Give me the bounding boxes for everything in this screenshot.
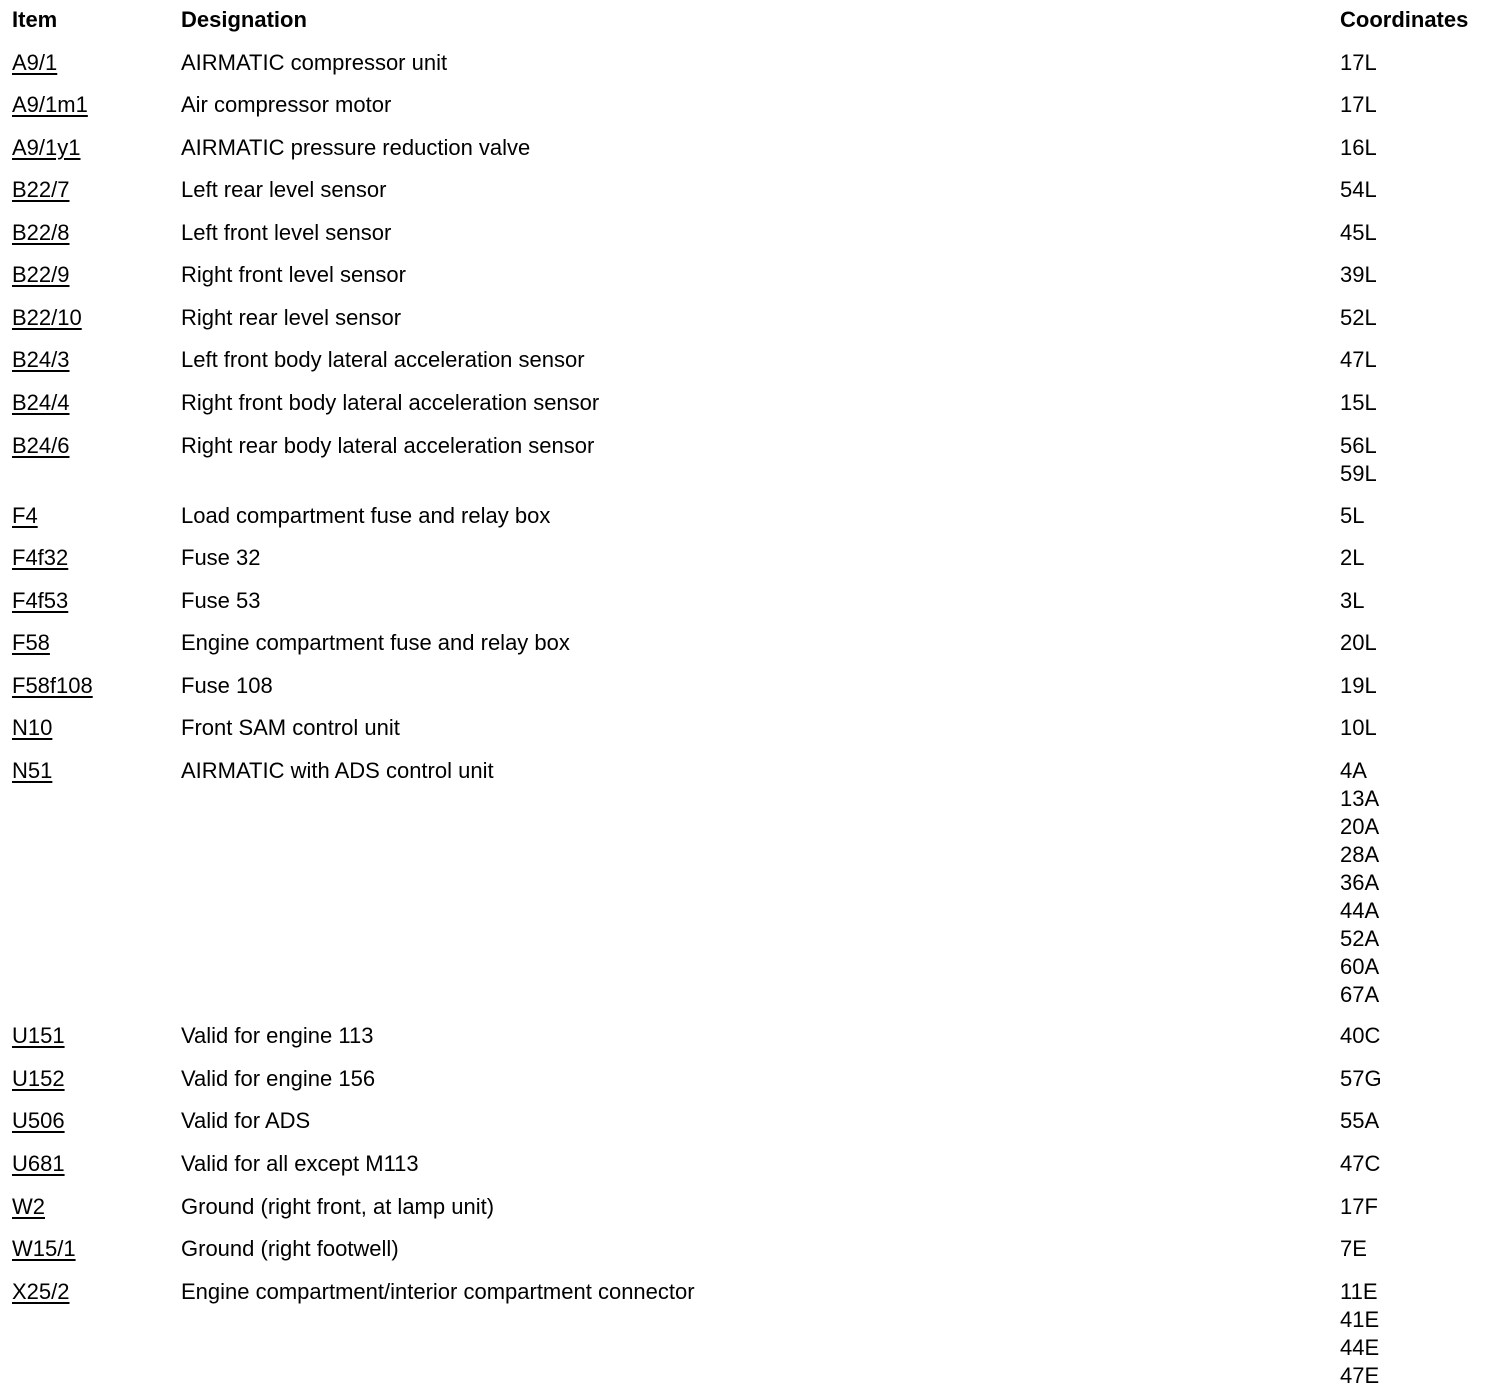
coordinates-cell <box>1340 1107 1379 1135</box>
item-link[interactable]: A9/1 <box>12 50 58 75</box>
designation-text: Ground (right front, at lamp unit) <box>181 1194 495 1219</box>
table-row <box>0 176 1504 204</box>
coordinate-value: 4A <box>1340 758 1367 783</box>
coordinates-cell <box>1340 544 1364 572</box>
coordinates-cell <box>1340 1193 1378 1221</box>
designation-text: Right rear body lateral acceleration sensor <box>181 433 595 458</box>
designation-text: Left front level sensor <box>181 220 392 245</box>
designation-text: Fuse 32 <box>181 545 261 570</box>
coordinate-value: 67A <box>1340 982 1380 1007</box>
coordinates-cell <box>1340 91 1377 119</box>
designation-text: Left rear level sensor <box>181 177 387 202</box>
coordinates-cell <box>1340 176 1377 204</box>
table-row <box>0 1150 1504 1178</box>
designation-text: Right front level sensor <box>181 262 406 287</box>
coordinates-cell <box>1340 304 1377 332</box>
coordinates-cell <box>1340 1278 1379 1390</box>
table-row <box>0 587 1504 615</box>
coordinate-value: 47E <box>1340 1363 1380 1388</box>
coordinates-cell <box>1340 502 1364 530</box>
coordinates-cell <box>1340 1022 1380 1050</box>
coordinate-value: 20A <box>1340 814 1380 839</box>
column-header-designation: Designation <box>181 7 307 32</box>
item-link[interactable]: N51 <box>12 758 53 783</box>
coordinate-value: 54L <box>1340 177 1377 202</box>
table-row <box>0 1278 1504 1390</box>
item-link[interactable]: U151 <box>12 1023 65 1048</box>
item-link[interactable]: B22/9 <box>12 262 70 287</box>
coordinate-value: 41E <box>1340 1307 1380 1332</box>
table-row <box>0 91 1504 119</box>
designation-text: AIRMATIC pressure reduction valve <box>181 135 531 160</box>
coordinate-value: 20L <box>1340 630 1377 655</box>
coordinates-cell <box>1340 219 1377 247</box>
coordinates-cell <box>1340 714 1377 742</box>
item-link[interactable]: F58 <box>12 630 50 655</box>
designation-text: Valid for engine 113 <box>181 1023 374 1048</box>
coordinates-cell <box>1340 1150 1380 1178</box>
table-row <box>0 672 1504 700</box>
coordinate-value: 59L <box>1340 461 1377 486</box>
designation-text: Engine compartment/interior compartment connector <box>181 1279 695 1304</box>
item-link[interactable]: B22/7 <box>12 177 70 202</box>
coordinate-value: 47C <box>1340 1151 1381 1176</box>
designation-text: AIRMATIC compressor unit <box>181 50 448 75</box>
table-row <box>0 304 1504 332</box>
coordinate-value: 17L <box>1340 92 1377 117</box>
item-link[interactable]: B24/6 <box>12 433 70 458</box>
coordinates-cell <box>1340 587 1364 615</box>
coordinates-cell <box>1340 346 1377 374</box>
coordinate-value: 44A <box>1340 898 1380 923</box>
coordinates-cell <box>1340 134 1377 162</box>
table-header <box>0 6 1504 34</box>
coordinates-cell <box>1340 261 1377 289</box>
coordinates-cell <box>1340 672 1377 700</box>
designation-text: AIRMATIC with ADS control unit <box>181 758 494 783</box>
item-link[interactable]: B22/10 <box>12 305 82 330</box>
item-link[interactable]: U681 <box>12 1151 65 1176</box>
coordinate-value: 3L <box>1340 588 1365 613</box>
designation-text: Left front body lateral acceleration sensor <box>181 347 585 372</box>
coordinates-cell <box>1340 757 1379 1009</box>
table-row <box>0 757 1504 1009</box>
designation-text: Right rear level sensor <box>181 305 402 330</box>
item-link[interactable]: W15/1 <box>12 1236 76 1261</box>
column-header-item: Item <box>12 7 58 32</box>
item-link[interactable]: W2 <box>12 1194 45 1219</box>
coordinate-value: 11E <box>1340 1279 1378 1304</box>
coordinate-value: 47L <box>1340 347 1377 372</box>
coordinate-value: 52A <box>1340 926 1380 951</box>
item-link[interactable]: F4 <box>12 503 38 528</box>
designation-text: Valid for all except M113 <box>181 1151 419 1176</box>
designation-text: Ground (right footwell) <box>181 1236 399 1261</box>
coordinate-value: 57G <box>1340 1066 1382 1091</box>
coordinate-value: 36A <box>1340 870 1380 895</box>
coordinate-value: 15L <box>1340 390 1377 415</box>
coordinate-value: 44E <box>1340 1335 1380 1360</box>
table-row <box>0 502 1504 530</box>
table-row <box>0 714 1504 742</box>
designation-text: Load compartment fuse and relay box <box>181 503 551 528</box>
coordinate-value: 2L <box>1340 545 1365 570</box>
coordinate-value: 45L <box>1340 220 1377 245</box>
coordinate-value: 16L <box>1340 135 1377 160</box>
table-row <box>0 629 1504 657</box>
coordinates-cell <box>1340 1065 1382 1093</box>
table-row <box>0 261 1504 289</box>
table-row <box>0 389 1504 417</box>
coordinate-value: 17L <box>1340 50 1377 75</box>
coordinates-cell <box>1340 432 1377 488</box>
table-row <box>0 1235 1504 1263</box>
table-row <box>0 1107 1504 1135</box>
coordinates-cell <box>1340 1235 1367 1263</box>
coordinate-value: 17F <box>1340 1194 1378 1219</box>
table-row <box>0 1193 1504 1221</box>
coordinate-value: 40C <box>1340 1023 1381 1048</box>
coordinate-value: 52L <box>1340 305 1377 330</box>
designation-text: Right front body lateral acceleration sensor <box>181 390 600 415</box>
item-link[interactable]: X25/2 <box>12 1279 70 1304</box>
item-link[interactable]: A9/1y1 <box>12 135 81 160</box>
designation-text: Engine compartment fuse and relay box <box>181 630 570 655</box>
coordinate-value: 55A <box>1340 1108 1380 1133</box>
designation-text: Air compressor motor <box>181 92 392 117</box>
coordinates-cell <box>1340 629 1377 657</box>
coordinate-value: 10L <box>1340 715 1377 740</box>
item-link[interactable]: U506 <box>12 1108 65 1133</box>
item-link[interactable]: A9/1m1 <box>12 92 88 117</box>
item-link[interactable]: B22/8 <box>12 220 70 245</box>
coordinates-cell <box>1340 389 1377 417</box>
table-row <box>0 1022 1504 1050</box>
coordinate-value: 60A <box>1340 954 1380 979</box>
table-row <box>0 544 1504 572</box>
coordinate-value: 19L <box>1340 673 1377 698</box>
designation-text: Valid for engine 156 <box>181 1066 376 1091</box>
designation-text: Fuse 108 <box>181 673 273 698</box>
table-row <box>0 346 1504 374</box>
table-row <box>0 432 1504 488</box>
item-link[interactable]: B24/3 <box>12 347 70 372</box>
item-link[interactable]: N10 <box>12 715 53 740</box>
coordinate-value: 39L <box>1340 262 1377 287</box>
coordinate-value: 56L <box>1340 433 1377 458</box>
item-link[interactable]: F4f32 <box>12 545 69 570</box>
column-header-coordinates: Coordinates <box>1340 7 1469 32</box>
item-link[interactable]: F58f108 <box>12 673 93 698</box>
coordinate-value: 7E <box>1340 1236 1367 1261</box>
coordinates-cell <box>1340 49 1377 77</box>
table-row <box>0 219 1504 247</box>
designation-text: Front SAM control unit <box>181 715 400 740</box>
coordinate-value: 5L <box>1340 503 1365 528</box>
table-row <box>0 49 1504 77</box>
coordinate-value: 13A <box>1340 786 1380 811</box>
table-row <box>0 1065 1504 1093</box>
table-row <box>0 134 1504 162</box>
coordinate-value: 28A <box>1340 842 1380 867</box>
item-link[interactable]: F4f53 <box>12 588 69 613</box>
item-link[interactable]: U152 <box>12 1066 65 1091</box>
designation-text: Valid for ADS <box>181 1108 311 1133</box>
designation-text: Fuse 53 <box>181 588 261 613</box>
item-link[interactable]: B24/4 <box>12 390 70 415</box>
